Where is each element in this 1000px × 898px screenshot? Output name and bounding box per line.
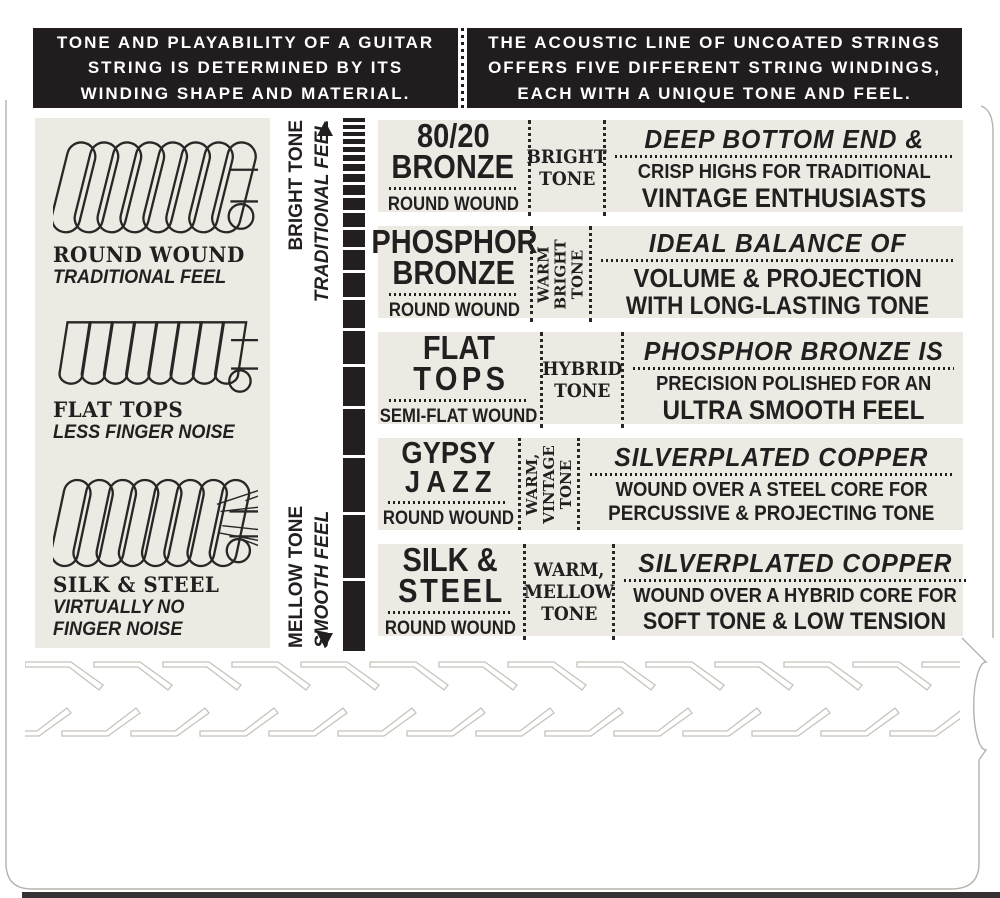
- header-left-line2: STRING IS DETERMINED BY ITS: [87, 58, 404, 78]
- tone-word: TONE: [538, 168, 596, 191]
- desc-line2: PRECISION POLISHED FOR AN: [655, 372, 932, 395]
- flat-tops-label: FLAT TOPS: [53, 397, 184, 422]
- desc-italic: DEEP BOTTOM END &: [644, 123, 925, 154]
- winding-type: ROUND WOUND: [382, 508, 514, 530]
- tone-word: TONE: [568, 249, 587, 299]
- bottom-edge-strip: [22, 892, 1000, 898]
- tone-word: MELLOW: [523, 581, 615, 604]
- string-name-line1: 80/20: [416, 117, 490, 154]
- flat-tops-feel: LESS FINGER NOISE: [53, 422, 235, 443]
- tone-word: TONE: [540, 603, 598, 626]
- desc-italic: PHOSPHOR BRONZE IS: [643, 335, 944, 366]
- string-name-line1: GYPSY: [400, 435, 495, 470]
- string-name-line2: TOPS: [413, 360, 510, 398]
- tone-word: WARM,: [533, 559, 605, 582]
- tone-word: VINTAGE: [539, 444, 558, 524]
- silk-steel-label: SILK & STEEL: [53, 572, 220, 597]
- tone-word: WARM: [534, 245, 553, 303]
- desc-line2: CRISP HIGHS FOR TRADITIONAL: [637, 160, 932, 183]
- winding-type: ROUND WOUND: [385, 618, 516, 640]
- desc-line3: PERCUSSIVE & PROJECTING TONE: [608, 501, 935, 525]
- winding-type: ROUND WOUND: [387, 194, 519, 216]
- silk-steel-feel-line1: VIRTUALLY NO: [53, 597, 185, 618]
- round-wound-label: ROUND WOUND: [53, 242, 245, 267]
- string-name-line2: BRONZE: [391, 148, 515, 186]
- axis-bottom-line2: SMOOTH FEEL: [312, 510, 333, 648]
- string-name-line2: BRONZE: [392, 254, 516, 292]
- header-right-line2: OFFERS FIVE DIFFERENT STRING WINDINGS,: [488, 58, 941, 78]
- header-left-line3: WINDING SHAPE AND MATERIAL.: [80, 83, 411, 103]
- axis-top-line1: BRIGHT TONE: [286, 120, 307, 251]
- tone-word: TONE: [553, 380, 611, 403]
- silk-steel-feel-line2: FINGER NOISE: [53, 619, 183, 640]
- desc-line2: WOUND OVER A STEEL CORE FOR: [615, 478, 928, 501]
- string-name-line2: STEEL: [398, 572, 506, 610]
- axis-bottom-line1: MELLOW TONE: [286, 505, 307, 648]
- desc-italic: IDEAL BALANCE OF: [648, 227, 907, 258]
- round-wound-feel: TRADITIONAL FEEL: [53, 267, 227, 288]
- header-right-line1: THE ACOUSTIC LINE OF UNCOATED STRINGS: [488, 32, 941, 52]
- desc-italic: SILVERPLATED COPPER: [637, 547, 952, 578]
- header-left-line1: TONE AND PLAYABILITY OF A GUITAR: [56, 32, 435, 52]
- string-name-line1: SILK &: [402, 541, 499, 578]
- tone-word: BRIGHT: [551, 238, 570, 310]
- tone-word: HYBRID: [542, 358, 622, 381]
- header-right-line3: EACH WITH A UNIQUE TONE AND FEEL.: [517, 83, 912, 103]
- string-name-line1: PHOSPHOR: [370, 223, 538, 260]
- string-name-line2: JAZZ: [404, 464, 498, 500]
- desc-line2: WOUND OVER A HYBRID CORE FOR: [633, 584, 957, 607]
- tone-word: BRIGHT: [526, 146, 608, 169]
- desc-line3: ULTRA SMOOTH FEEL: [662, 394, 925, 425]
- tone-word: WARM,: [522, 453, 541, 516]
- desc-line2: VOLUME & PROJECTION: [633, 262, 922, 293]
- winding-type: ROUND WOUND: [388, 300, 520, 322]
- winding-type: SEMI-FLAT WOUND: [380, 406, 538, 428]
- string-name-line1: FLAT: [422, 329, 496, 366]
- desc-italic: SILVERPLATED COPPER: [614, 441, 929, 472]
- desc-line3: SOFT TONE & LOW TENSION: [643, 607, 947, 635]
- axis-top-line2: TRADITIONAL FEEL: [312, 120, 333, 303]
- desc-line3: VINTAGE ENTHUSIASTS: [642, 182, 927, 213]
- desc-line3: WITH LONG-LASTING TONE: [625, 291, 930, 320]
- tone-word: TONE: [556, 459, 575, 509]
